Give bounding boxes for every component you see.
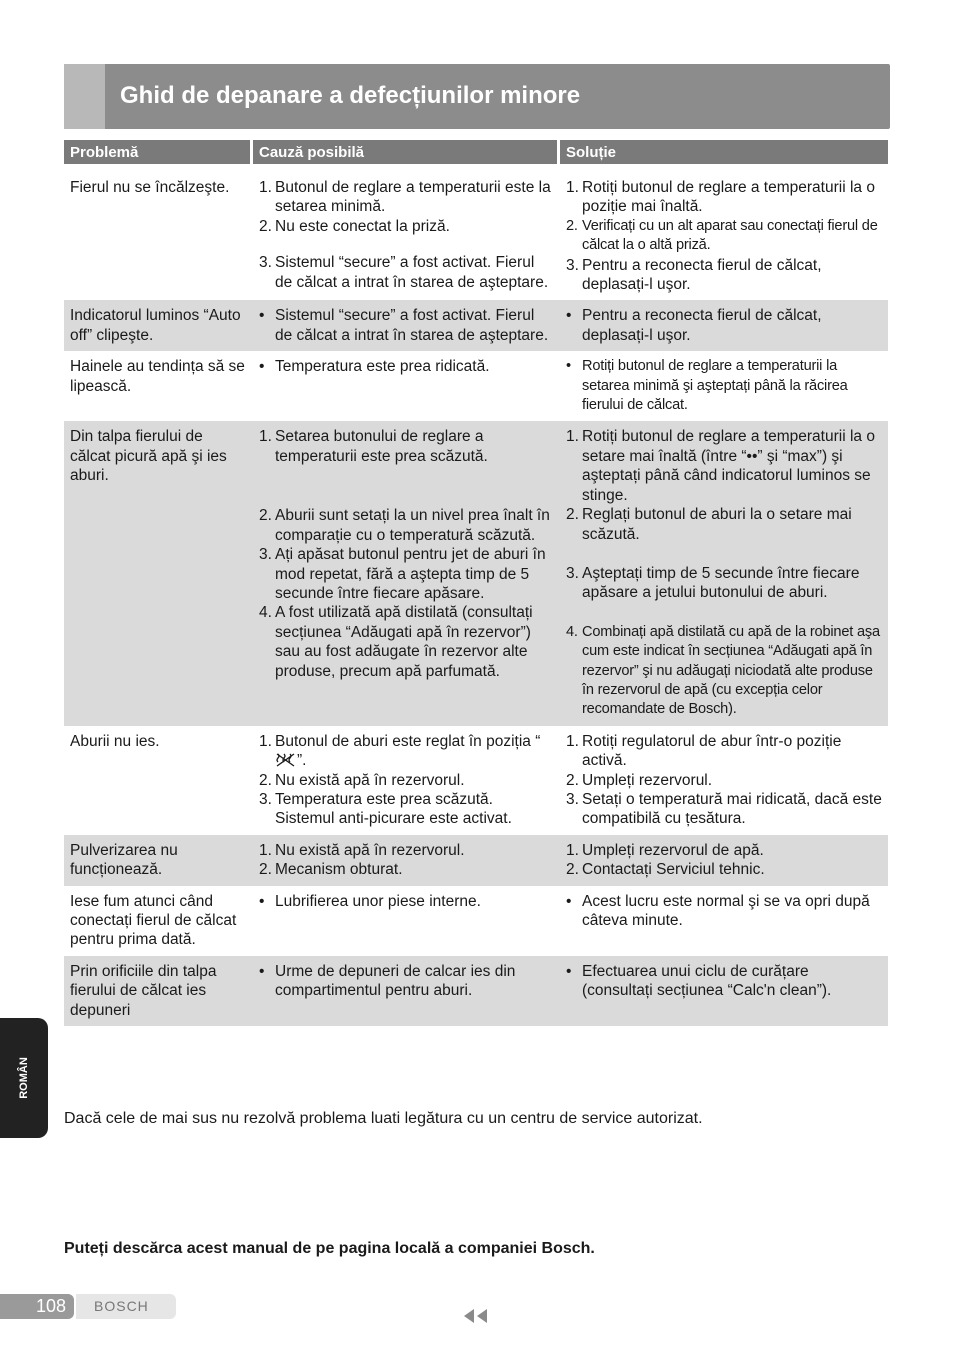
problem-cell: Iese fum atunci când conectați fierul de călcat pentru prima dată. bbox=[70, 892, 237, 949]
table-row bbox=[64, 886, 888, 956]
cause-cell bbox=[253, 956, 560, 1026]
list-item: 1. Rotiți butonul de reglare a temperaturii la o setare mai înaltă (între “••” şi “max”) şi aşteptați până când indicatorul luminos se stinge. bbox=[566, 428, 875, 504]
list-item: 3. Sistemul “secure” a fost activat. Fierul de călcat a intrat în starea de aşteptare. bbox=[259, 254, 549, 291]
download-note: Puteți descărca acest manual de pe pagina locală a companiei Bosch. bbox=[64, 1240, 595, 1257]
list-item: • Sistemul “secure” a fost activat. Fierul de călcat a intrat în starea de aşteptare. bbox=[259, 307, 549, 344]
column-header-solution: Soluție bbox=[560, 140, 888, 164]
table-row bbox=[64, 164, 888, 300]
table-row bbox=[64, 956, 888, 1026]
list-item: 1. Rotiți regulatorul de abur într-o poziție activă. bbox=[566, 732, 842, 770]
list-item: 1. Nu există apă în rezervorul. bbox=[259, 841, 465, 859]
list-item: • Efectuarea unui ciclu de curățare (consultați secțiunea “Calc'n clean”). bbox=[566, 962, 832, 1000]
cause-cell bbox=[253, 886, 560, 956]
problem-cell: Pulverizarea nu funcționează. bbox=[64, 835, 253, 886]
column-header-cause: Cauză posibilă bbox=[253, 140, 560, 164]
cause-cell bbox=[253, 421, 560, 725]
problem-cell: Din talpa fierului de călcat picură apă şi ies aburi. bbox=[64, 421, 253, 725]
list-item: 1. Butonul de reglare a temperaturii este la setarea minimă. bbox=[259, 179, 551, 216]
list-item: 2. Umpleți rezervorul. bbox=[566, 771, 713, 789]
brand-label: BOSCH bbox=[94, 1298, 149, 1314]
problem-cell: Prin orificiile din talpa fierului de călcat ies depuneri bbox=[64, 956, 253, 1026]
page-number: 108 bbox=[35, 1296, 66, 1316]
brand-badge bbox=[76, 1294, 176, 1319]
solution-cell bbox=[560, 300, 888, 351]
list-item: 2. Mecanism obturat. bbox=[259, 861, 403, 879]
problem-cell: Indicatorul luminos “Auto off” clipeşte. bbox=[64, 300, 253, 351]
list-item: 4. A fost utilizată apă distilată (consultați secțiunea “Adăugati apă în rezervor”) sau au fost adăugate în rezervor alte produse, precum apă parfumată. bbox=[259, 604, 533, 680]
list-item: 3. Temperatura este prea scăzută. Sistemul anti-picurare este activat. bbox=[259, 790, 512, 828]
list-item: 1. Setarea butonului de reglare a temperaturii este prea scăzută. bbox=[259, 428, 488, 465]
solution-cell bbox=[560, 835, 888, 886]
page-title: Ghid de depanare a defecțiunilor minore bbox=[120, 82, 581, 109]
solution-cell bbox=[560, 886, 888, 956]
list-item: • Rotiți butonul de reglare a temperaturii la setarea minimă şi aşteptați până la răcirea fierului de călcat. bbox=[566, 358, 848, 414]
language-tab bbox=[0, 1018, 48, 1138]
table-row bbox=[64, 726, 888, 835]
header-accent bbox=[64, 64, 105, 129]
list-item: 1. Umpleți rezervorul de apă. bbox=[566, 841, 764, 859]
section-header bbox=[64, 64, 890, 129]
cause-cell bbox=[253, 164, 560, 300]
table-row bbox=[64, 351, 888, 421]
list-item: 3. Setați o temperatură mai ridicată, dacă este compatibilă cu țesătura. bbox=[566, 790, 882, 828]
problem-cell: Fierul nu se încălzeşte. bbox=[70, 179, 230, 196]
list-item: 4. Combinați apă distilată cu apă de la robinet aşa cum este indicat în secțiunea “Adăugati apă în rezervor” şi nu adăugați niciodată alte produse în rezervorul de apă (cu excepția celor recomandate de Bosch). bbox=[566, 623, 880, 718]
cause-cell bbox=[253, 726, 560, 835]
solution-cell bbox=[560, 956, 888, 1026]
table-header-row bbox=[64, 140, 888, 164]
footnote: Dacă cele de mai sus nu rezolvă problema luati legătura cu un centru de service autorizat. bbox=[64, 1110, 703, 1127]
cause-cell bbox=[253, 351, 560, 421]
table-row bbox=[64, 300, 888, 351]
solution-cell bbox=[560, 164, 888, 300]
page-number-badge bbox=[0, 1294, 74, 1319]
solution-cell bbox=[560, 421, 888, 725]
table-row bbox=[64, 835, 888, 886]
troubleshooting-table bbox=[64, 140, 888, 1026]
problem-cell: Hainele au tendința să se lipească. bbox=[70, 358, 245, 395]
list-item: 2. Nu este conectat la priză. bbox=[259, 217, 450, 235]
list-item: • Pentru a reconecta fierul de călcat, deplasați-l uşor. bbox=[566, 307, 822, 344]
language-tab-label: ROMÂN bbox=[18, 1057, 30, 1099]
list-item: 3. Ați apăsat butonul pentru jet de aburi în mod repetat, fără a aştepta timp de 5 secunde între fiecare apăsare. bbox=[259, 546, 546, 602]
list-item: 2. Contactați Serviciul tehnic. bbox=[566, 861, 765, 879]
list-item: 2. Verificați cu un alt aparat sau conectați fierul de călcat la o altă priză. bbox=[566, 217, 878, 254]
solution-cell bbox=[560, 726, 888, 835]
problem-cell: Aburii nu ies. bbox=[70, 732, 160, 750]
list-item: 2. Aburii sunt setați la un nivel prea înalt în comparație cu o temperatură scăzută. bbox=[259, 507, 550, 544]
list-item: 3. Aşteptați timp de 5 secunde între fiecare apăsare a jetului butonului de aburi. bbox=[566, 564, 860, 602]
list-item: • Urme de depuneri de calcar ies din compartimentul pentru aburi. bbox=[259, 962, 516, 1000]
list-item: • Acest lucru este normal şi se va opri după câteva minute. bbox=[566, 892, 870, 929]
cause-cell bbox=[253, 835, 560, 886]
cause-cell bbox=[253, 300, 560, 351]
table-row bbox=[64, 421, 888, 725]
list-item: • Temperatura este prea ridicată. bbox=[259, 358, 490, 376]
list-item: 2. Nu există apă în rezervorul. bbox=[259, 771, 465, 789]
column-header-problem: Problemă bbox=[64, 140, 253, 164]
list-item: • Lubrifierea unor piese interne. bbox=[259, 892, 481, 910]
list-item: 3. Pentru a reconecta fierul de călcat, deplasați-l uşor. bbox=[566, 256, 822, 294]
steam-off-icon bbox=[275, 752, 297, 768]
double-chevron-left-icon[interactable] bbox=[462, 1306, 490, 1326]
solution-cell bbox=[560, 351, 888, 421]
list-item: 1. Rotiți butonul de reglare a temperaturii la o poziție mai înaltă. bbox=[566, 179, 875, 216]
list-item: 1. Butonul de aburi este reglat în poziția “”. bbox=[259, 732, 541, 770]
list-item: 2. Reglați butonul de aburi la o setare mai scăzută. bbox=[566, 506, 852, 543]
